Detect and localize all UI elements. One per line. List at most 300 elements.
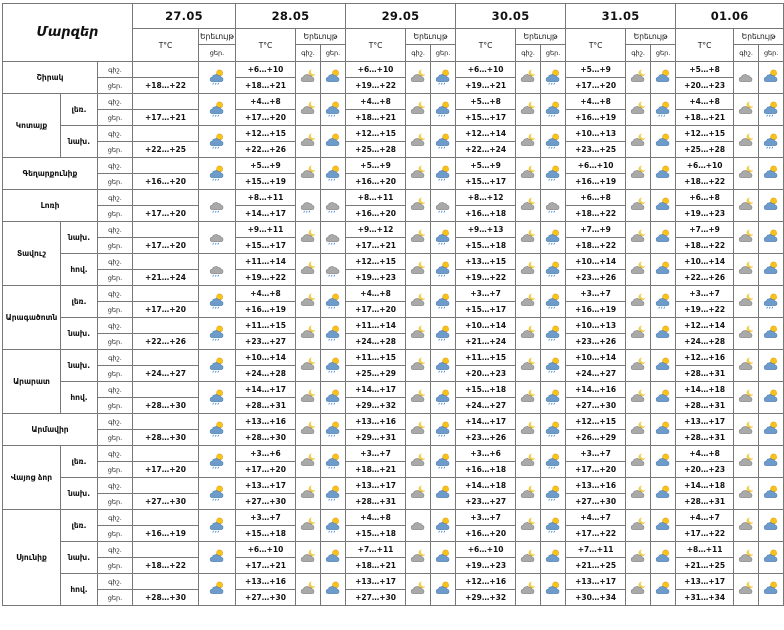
temperature-cell: +28…+30 [236,430,296,446]
weather-icon-cell [759,478,784,510]
temperature-cell: +30…+34 [566,590,626,606]
temperature-cell [133,446,199,462]
night-label: գիշ. [98,446,133,462]
temperature-cell: +17…+20 [133,206,199,222]
temperature-cell: +17…+21 [236,558,296,574]
temperature-cell: +19…+21 [456,78,516,94]
region-name: Արարատ [3,350,61,414]
cloud-rain-icon [323,259,343,281]
cloud-moon-icon [736,579,756,601]
sun-cloud-rain-icon [323,355,343,377]
temperature-header: T°C [676,29,734,62]
cloud-moon-icon [298,515,318,537]
regions-header: Մարզեր [3,4,133,62]
sun-cloud-icon [653,131,673,153]
weather-icon-cell [406,158,431,190]
sun-cloud-rain-icon [433,227,453,249]
night-label: գիշ. [98,94,133,110]
temperature-cell: +22…+26 [133,334,199,350]
temperature-cell [133,574,199,590]
weather-icon-cell [541,254,566,286]
temperature-cell: +20…+23 [676,462,734,478]
weather-icon-cell [296,158,321,190]
cloud-moon-icon [518,131,538,153]
temperature-cell: +6…+8 [566,190,626,206]
cloud-moon-icon [298,419,318,441]
temperature-cell: +19…+22 [676,302,734,318]
sun-cloud-icon [761,67,781,89]
temperature-cell: +17…+22 [676,526,734,542]
temperature-cell: +14…+18 [676,382,734,398]
cloud-moon-icon [298,483,318,505]
temperature-cell: +15…+17 [456,302,516,318]
weather-icon-cell [296,94,321,126]
sun-cloud-rain-icon [323,419,343,441]
zone-label: լեռ. [61,446,98,478]
temperature-cell: +18…+21 [346,462,406,478]
weather-icon-cell [734,382,759,414]
temperature-cell: +22…+26 [676,270,734,286]
temperature-cell: +19…+22 [456,270,516,286]
cloud-moon-icon [518,227,538,249]
temperature-header: T°C [133,29,199,62]
weather-icon-cell [406,286,431,318]
temperature-cell: +18…+21 [346,558,406,574]
temperature-cell: +12…+15 [346,254,406,270]
sun-cloud-icon [653,323,673,345]
zone-label: նախ. [61,542,98,574]
weather-icon-cell [651,542,676,574]
date-header: 28.05 [236,4,346,29]
cloud-moon-icon [408,99,428,121]
weather-icon-cell [431,286,456,318]
weather-icon-cell [516,510,541,542]
sun-cloud-icon [761,451,781,473]
temperature-cell: +23…+26 [566,270,626,286]
temperature-cell: +4…+8 [676,446,734,462]
temperature-cell: +15…+18 [456,382,516,398]
temperature-cell: +10…+14 [456,318,516,334]
temperature-cell: +6…+10 [456,62,516,78]
temperature-cell: +22…+24 [456,142,516,158]
day-header: ցեր. [759,45,784,62]
temperature-cell: +17…+20 [346,302,406,318]
temperature-cell [133,350,199,366]
phenomenon-header: Երեւույթ [516,29,566,45]
sun-cloud-rain-icon [761,99,781,121]
temperature-cell: +14…+18 [676,478,734,494]
sun-cloud-icon [653,67,673,89]
zone-label: նախ. [61,350,98,382]
zone-label: լեռ. [61,94,98,126]
night-header: գիշ. [516,45,541,62]
weather-icon-cell [406,382,431,414]
temperature-cell: +13…+16 [236,574,296,590]
weather-icon-cell [516,478,541,510]
temperature-cell: +21…+24 [456,334,516,350]
temperature-cell: +19…+23 [456,558,516,574]
night-label: գիշ. [98,574,133,590]
cloud-moon-icon [736,163,756,185]
sun-cloud-rain-icon [543,483,563,505]
temperature-cell: +7…+11 [566,542,626,558]
temperature-cell: +16…+19 [236,302,296,318]
sun-cloud-rain-icon [207,163,227,185]
temperature-cell: +12…+16 [456,574,516,590]
weather-icon-cell [296,286,321,318]
weather-icon-cell [321,190,346,222]
cloud-moon-icon [628,131,648,153]
table-row [3,414,784,430]
temperature-cell: +18…+22 [566,238,626,254]
temperature-cell [133,158,199,174]
sun-cloud-icon [761,227,781,249]
sun-cloud-rain-icon [433,451,453,473]
sun-cloud-rain-icon [323,323,343,345]
night-label: գիշ. [98,62,133,78]
phenomenon-header: Երեւույթ [199,29,236,45]
sun-cloud-rain-icon [653,99,673,121]
weather-icon-cell [431,510,456,542]
table-row [3,254,784,270]
cloud-icon [408,515,428,537]
weather-icon-cell [651,286,676,318]
weather-icon-cell [431,446,456,478]
sun-cloud-icon [207,579,227,601]
weather-icon-cell [516,94,541,126]
table-row [3,94,784,110]
cloud-moon-icon [628,483,648,505]
temperature-cell: +31…+34 [676,590,734,606]
cloud-moon-icon [298,547,318,569]
cloud-moon-icon [518,67,538,89]
sun-cloud-rain-icon [433,99,453,121]
temperature-cell: +10…+13 [566,318,626,334]
temperature-cell: +12…+15 [566,414,626,430]
weather-icon-cell [321,222,346,254]
cloud-moon-icon [408,579,428,601]
weather-icon-cell [516,414,541,446]
temperature-cell: +12…+16 [676,350,734,366]
weather-icon-cell [626,222,651,254]
weather-icon-cell [651,318,676,350]
weather-icon-cell [541,382,566,414]
weather-icon-cell [516,222,541,254]
cloud-moon-icon [736,99,756,121]
cloud-moon-icon [408,483,428,505]
day-header: ցեր. [651,45,676,62]
temperature-cell: +27…+30 [236,494,296,510]
night-header: գիշ. [734,45,759,62]
sun-cloud-icon [761,163,781,185]
weather-icon-cell [626,62,651,94]
temperature-cell: +29…+31 [346,430,406,446]
cloud-moon-icon [408,355,428,377]
sun-cloud-rain-icon [433,67,453,89]
temperature-cell: +6…+8 [676,190,734,206]
sun-cloud-icon [653,483,673,505]
weather-icon-cell [199,414,236,446]
temperature-cell: +16…+18 [456,462,516,478]
weather-icon-cell [406,222,431,254]
temperature-cell: +15…+17 [456,110,516,126]
day-header: ցեր. [431,45,456,62]
weather-icon-cell [199,222,236,254]
weather-icon-cell [651,478,676,510]
sun-cloud-rain-icon [543,131,563,153]
temperature-cell: +17…+21 [133,110,199,126]
weather-icon-cell [541,414,566,446]
weather-icon-cell [431,350,456,382]
sun-cloud-rain-icon [433,355,453,377]
temperature-cell: +4…+8 [236,94,296,110]
sun-cloud-rain-icon [433,387,453,409]
cloud-moon-icon [628,419,648,441]
temperature-cell: +11…+15 [236,318,296,334]
cloud-moon-icon [628,163,648,185]
weather-icon-cell [626,94,651,126]
weather-icon-cell [626,286,651,318]
weather-icon-cell [406,254,431,286]
cloud-moon-icon [408,67,428,89]
region-name: Սյունիք [3,510,61,606]
temperature-cell: +10…+14 [676,254,734,270]
cloud-moon-icon [518,99,538,121]
temperature-cell: +13…+16 [566,478,626,494]
weather-icon-cell [651,158,676,190]
cloud-moon-icon [408,419,428,441]
temperature-cell: +21…+24 [133,270,199,286]
weather-icon-cell [406,94,431,126]
weather-icon-cell [734,446,759,478]
weather-icon-cell [406,414,431,446]
zone-label: լեռ. [61,510,98,542]
weather-icon-cell [431,414,456,446]
temperature-cell: +17…+20 [236,462,296,478]
weather-icon-cell [199,190,236,222]
cloud-icon [736,67,756,89]
temperature-cell: +28…+30 [133,430,199,446]
temperature-cell: +3…+7 [566,446,626,462]
cloud-moon-icon [628,451,648,473]
weather-icon-cell [406,542,431,574]
temperature-cell: +22…+25 [133,142,199,158]
date-header: 27.05 [133,4,236,29]
weather-icon-cell [406,446,431,478]
sun-cloud-rain-icon [543,451,563,473]
weather-icon-cell [541,542,566,574]
cloud-moon-icon [298,99,318,121]
temperature-cell: +3…+7 [676,286,734,302]
temperature-cell: +4…+8 [566,94,626,110]
temperature-cell: +28…+31 [676,430,734,446]
sun-cloud-rain-icon [433,419,453,441]
weather-icon-cell [541,350,566,382]
temperature-cell: +5…+9 [566,62,626,78]
temperature-cell: +24…+27 [456,398,516,414]
temperature-cell: +24…+27 [566,366,626,382]
sun-cloud-rain-icon [543,259,563,281]
weather-icon-cell [199,318,236,350]
weather-icon-cell [516,286,541,318]
weather-icon-cell [321,126,346,158]
temperature-cell [133,126,199,142]
temperature-cell: +10…+14 [566,350,626,366]
cloud-moon-icon [408,259,428,281]
table-row [3,446,784,462]
weather-icon-cell [431,190,456,222]
night-header: գիշ. [296,45,321,62]
temperature-cell: +17…+20 [133,238,199,254]
weather-icon-cell [296,510,321,542]
weather-icon-cell [626,126,651,158]
temperature-cell: +3…+7 [456,510,516,526]
temperature-cell: +5…+8 [456,94,516,110]
sun-cloud-rain-icon [323,163,343,185]
temperature-header: T°C [566,29,626,62]
cloud-rain-icon [323,227,343,249]
temperature-cell: +25…+28 [676,142,734,158]
sun-cloud-icon [653,355,673,377]
sun-cloud-rain-icon [543,227,563,249]
temperature-cell: +11…+15 [346,350,406,366]
sun-cloud-icon [653,419,673,441]
temperature-cell: +14…+17 [346,382,406,398]
forecast-table [2,3,784,606]
weather-icon-cell [759,414,784,446]
temperature-cell: +16…+19 [566,110,626,126]
weather-icon-cell [516,254,541,286]
temperature-cell: +24…+28 [676,334,734,350]
sun-cloud-icon [761,355,781,377]
temperature-cell: +25…+28 [346,142,406,158]
weather-icon-cell [431,254,456,286]
temperature-cell: +28…+31 [676,494,734,510]
sun-cloud-rain-icon [543,323,563,345]
cloud-moon-icon [408,195,428,217]
weather-icon-cell [541,222,566,254]
day-label: ցեր. [98,270,133,286]
temperature-cell: +8…+11 [346,190,406,206]
temperature-cell: +4…+8 [236,286,296,302]
temperature-cell: +13…+17 [676,574,734,590]
sun-cloud-icon [323,67,343,89]
cloud-moon-icon [408,323,428,345]
weather-icon-cell [759,542,784,574]
weather-icon-cell [541,318,566,350]
night-label: գիշ. [98,350,133,366]
temperature-cell: +17…+21 [346,238,406,254]
weather-icon-cell [626,414,651,446]
sun-cloud-rain-icon [433,515,453,537]
sun-cloud-rain-icon [207,131,227,153]
sun-cloud-rain-icon [761,131,781,153]
weather-icon-cell [541,286,566,318]
cloud-moon-icon [298,227,318,249]
temperature-cell [133,382,199,398]
temperature-cell: +4…+8 [346,510,406,526]
sun-cloud-rain-icon [653,291,673,313]
weather-icon-cell [541,478,566,510]
table-row [3,158,784,174]
temperature-cell: +7…+9 [676,222,734,238]
weather-icon-cell [626,446,651,478]
table-row [3,478,784,494]
zone-label: նախ. [61,478,98,510]
night-label: գիշ. [98,510,133,526]
sun-cloud-icon [653,451,673,473]
temperature-cell: +3…+7 [456,286,516,302]
day-label: ցեր. [98,398,133,414]
night-header: գիշ. [406,45,431,62]
temperature-cell: +18…+22 [566,206,626,222]
weather-icon-cell [199,254,236,286]
weather-icon-cell [199,446,236,478]
cloud-moon-icon [736,355,756,377]
weather-icon-cell [296,574,321,606]
sun-cloud-icon [761,259,781,281]
cloud-moon-icon [628,227,648,249]
weather-icon-cell [431,542,456,574]
cloud-moon-icon [628,323,648,345]
sun-cloud-icon [653,547,673,569]
weather-icon-cell [541,510,566,542]
table-row [3,62,784,78]
temperature-cell: +3…+6 [456,446,516,462]
table-row [3,542,784,558]
sun-cloud-rain-icon [543,355,563,377]
weather-icon-cell [199,382,236,414]
sun-cloud-icon [761,323,781,345]
day-label: ցեր. [98,302,133,318]
sun-cloud-rain-icon [543,163,563,185]
cloud-moon-icon [408,227,428,249]
night-label: գիշ. [98,126,133,142]
sun-cloud-icon [433,483,453,505]
sun-cloud-rain-icon [543,291,563,313]
cloud-moon-icon [298,323,318,345]
cloud-moon-icon [298,291,318,313]
cloud-moon-icon [736,131,756,153]
temperature-cell: +4…+8 [346,286,406,302]
table-row [3,222,784,238]
weather-icon-cell [296,254,321,286]
temperature-cell: +7…+9 [566,222,626,238]
cloud-rain-icon [298,195,318,217]
weather-icon-cell [516,318,541,350]
weather-icon-cell [431,478,456,510]
temperature-cell: +23…+26 [456,430,516,446]
weather-icon-cell [516,62,541,94]
cloud-moon-icon [518,195,538,217]
weather-icon-cell [199,510,236,542]
temperature-cell: +16…+20 [456,526,516,542]
temperature-cell: +13…+16 [346,414,406,430]
temperature-cell: +3…+7 [566,286,626,302]
day-label: ցեր. [98,78,133,94]
cloud-moon-icon [628,99,648,121]
cloud-moon-icon [408,451,428,473]
weather-icon-cell [759,286,784,318]
sun-cloud-rain-icon [433,163,453,185]
sun-cloud-icon [761,515,781,537]
temperature-cell: +10…+14 [236,350,296,366]
weather-icon-cell [626,574,651,606]
temperature-cell: +6…+10 [346,62,406,78]
temperature-cell: +9…+13 [456,222,516,238]
temperature-cell: +17…+20 [133,302,199,318]
cloud-moon-icon [628,67,648,89]
